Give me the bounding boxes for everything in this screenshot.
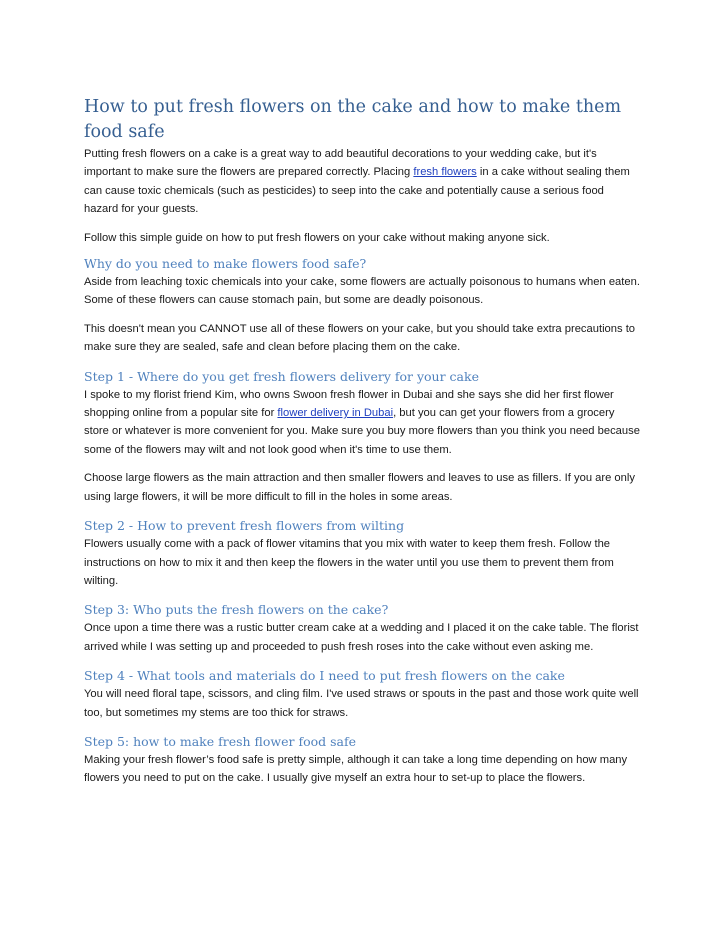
step3-paragraph-1: Once upon a time there was a rustic butter cream cake at a wedding and I placed it on the cake table. The florist arrived while I was setting up and proceeded to push fresh roses into the cake without even asking me. bbox=[84, 622, 639, 653]
step2-heading: Step 2 - How to prevent fresh flowers from wilting bbox=[84, 518, 405, 534]
why-paragraph-2: This doesn't mean you CANNOT use all of these flowers on your cake, but you should take extra precautions to make sure they are sealed, safe and clean before placing them on the cake. bbox=[84, 322, 636, 354]
step3-heading: Step 3: Who puts the fresh flowers on the cake? bbox=[84, 602, 389, 618]
step2-paragraph-1: Flowers usually come with a pack of flower vitamins that you mix with water to keep them fresh. Follow the instructions on how to mix it and then keep the flowers in the water until you use them to prevent them from wilting. bbox=[84, 538, 614, 587]
intro-text-after-link: in a cake without sealing them can cause toxic chemicals (such as pesticides) to seep into the cake and potentially cause a serious food hazard for your guests. bbox=[84, 166, 630, 216]
document-page bbox=[84, 95, 640, 788]
why-heading: Why do you need to make flowers food safe? bbox=[84, 256, 367, 272]
step5-heading: Step 5: how to make fresh flower food safe bbox=[84, 733, 357, 749]
step4-heading: Step 4 - What tools and materials do I need to put fresh flowers on the cake bbox=[84, 668, 565, 684]
why-paragraph-1: Aside from leaching toxic chemicals into your cake, some flowers are actually poisonous to humans when eaten. Some of these flowers can cause stomach pain, but some are deadly poisonous. bbox=[84, 276, 640, 307]
step5-paragraph-1: Making your fresh flower’s food safe is pretty simple, although it can take a long time depending on how many flowers you need to put on the cake. I usually give myself an extra hour to set-up to place the flowers. bbox=[84, 753, 628, 785]
step1-text-before-link: I spoke to my florist friend Kim, who owns Swoon fresh flower in Dubai and she says she did her first flower shopping online from a popular site for bbox=[84, 388, 614, 420]
page-title: How to put fresh flowers on the cake and how to make them food safe bbox=[84, 97, 622, 142]
fresh-flowers-link[interactable]: fresh flowers bbox=[413, 166, 477, 179]
step1-paragraph-1 bbox=[84, 386, 640, 460]
intro-text-before-link: Putting fresh flowers on a cake is a great way to add beautiful decorations to your wedding cake, but it's important to make sure the flowers are prepared correctly. Placing bbox=[84, 148, 597, 179]
step1-paragraph-2: Choose large flowers as the main attraction and then smaller flowers and leaves to use as fillers. If you are only using large flowers, it will be more difficult to fill in the holes in some areas. bbox=[84, 472, 635, 503]
flower-delivery-dubai-link[interactable]: flower delivery in Dubai bbox=[277, 407, 394, 420]
intro-paragraph-1 bbox=[84, 145, 640, 219]
step4-paragraph-1: You will need floral tape, scissors, and cling film. I've used straws or spouts in the past and those work quite well too, but sometimes my stems are too thick for straws. bbox=[84, 688, 639, 719]
step1-heading: Step 1 - Where do you get fresh flowers delivery for your cake bbox=[84, 368, 479, 384]
intro-paragraph-2: Follow this simple guide on how to put fresh flowers on your cake without making anyone sick. bbox=[84, 231, 550, 244]
step1-text-after-link: , but you can get your flowers from a grocery store or whatever is more convenient for you. Make sure you buy more flowers than you think you need because some of the flowers may wilt and not look good when it's time to use them. bbox=[84, 407, 640, 456]
